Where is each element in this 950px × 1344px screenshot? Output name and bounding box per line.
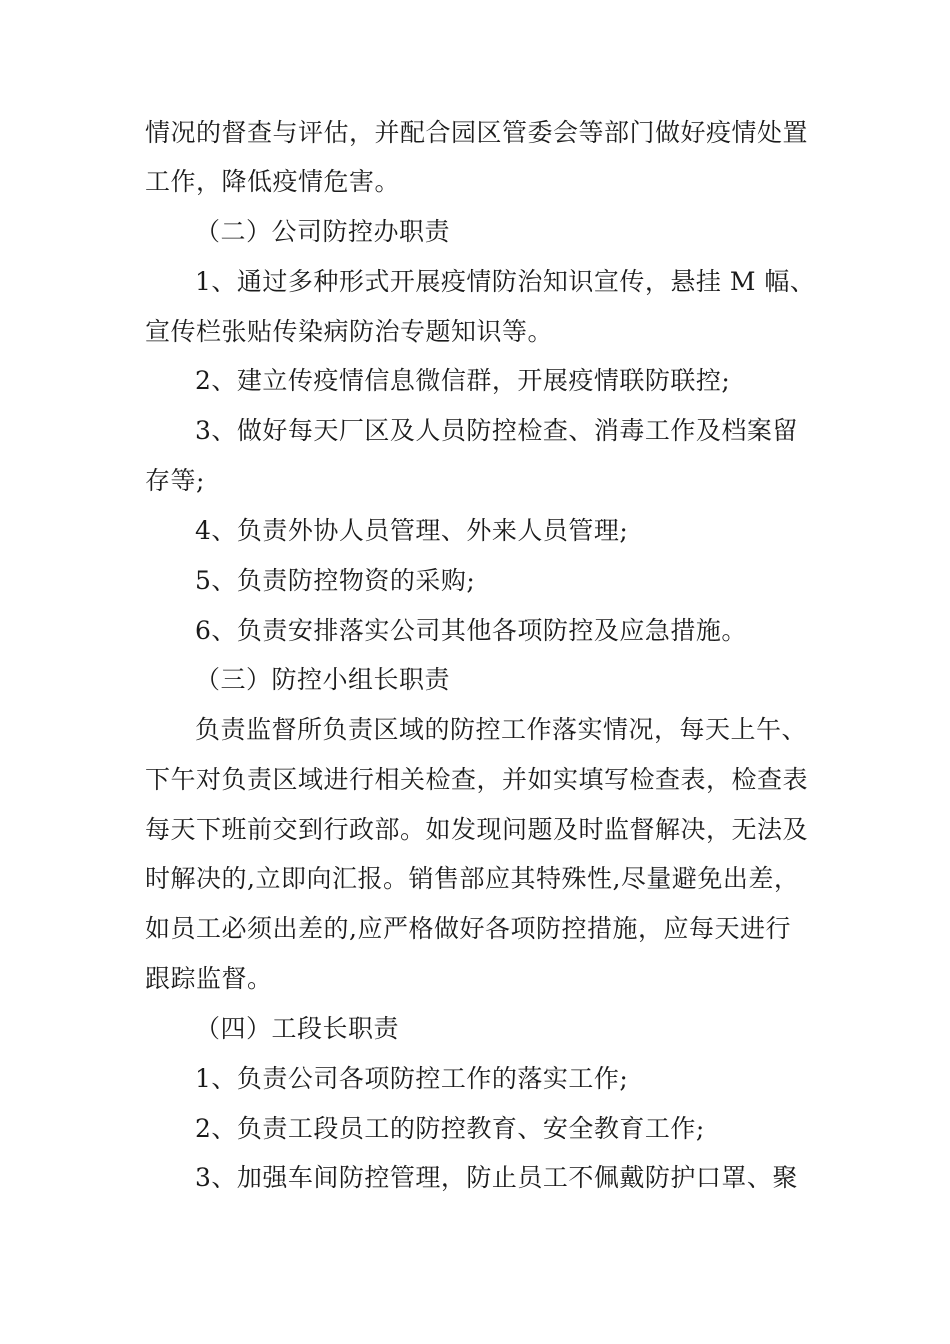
text-line: 工作，降低疫情危害。 bbox=[145, 167, 401, 196]
list-item: 1、通过多种形式开展疫情防治知识宣传，悬挂 M 幅、 bbox=[195, 267, 816, 296]
text-line: 存等; bbox=[145, 466, 205, 495]
text-line: 宣传栏张贴传染病防治专题知识等。 bbox=[145, 317, 554, 346]
paragraph-line: 下午对负责区域进行相关检查，并如实填写检查表，检查表 bbox=[145, 765, 809, 794]
paragraph-line: 时解决的,立即向汇报。销售部应其特殊性,尽量避免出差， bbox=[145, 864, 800, 893]
paragraph-line: 跟踪监督。 bbox=[145, 964, 273, 993]
paragraph-line: 负责监督所负责区域的防控工作落实情况，每天上午、 bbox=[195, 715, 808, 744]
list-item: 2、负责工段员工的防控教育、安全教育工作; bbox=[195, 1114, 705, 1143]
list-item: 4、负责外协人员管理、外来人员管理; bbox=[195, 516, 629, 545]
section-heading: （三）防控小组长职责 bbox=[195, 665, 451, 694]
list-item: 1、负责公司各项防控工作的落实工作; bbox=[195, 1064, 629, 1093]
section-heading: （二）公司防控办职责 bbox=[195, 217, 451, 246]
paragraph-line: 如员工必须出差的,应严格做好各项防控措施，应每天进行 bbox=[145, 914, 791, 943]
list-item: 5、负责防控物资的采购; bbox=[195, 566, 476, 595]
section-heading: （四）工段长职责 bbox=[195, 1014, 400, 1043]
paragraph-line: 每天下班前交到行政部。如发现问题及时监督解决，无法及 bbox=[145, 815, 809, 844]
list-item: 6、负责安排落实公司其他各项防控及应急措施。 bbox=[195, 616, 747, 645]
list-item: 3、做好每天厂区及人员防控检查、消毒工作及档案留 bbox=[195, 416, 798, 445]
text-line: 情况的督查与评估，并配合园区管委会等部门做好疫情处置 bbox=[145, 118, 809, 147]
list-item: 2、建立传疫情信息微信群，开展疫情联防联控; bbox=[195, 366, 731, 395]
list-item: 3、加强车间防控管理，防止员工不佩戴防护口罩、聚 bbox=[195, 1163, 798, 1192]
